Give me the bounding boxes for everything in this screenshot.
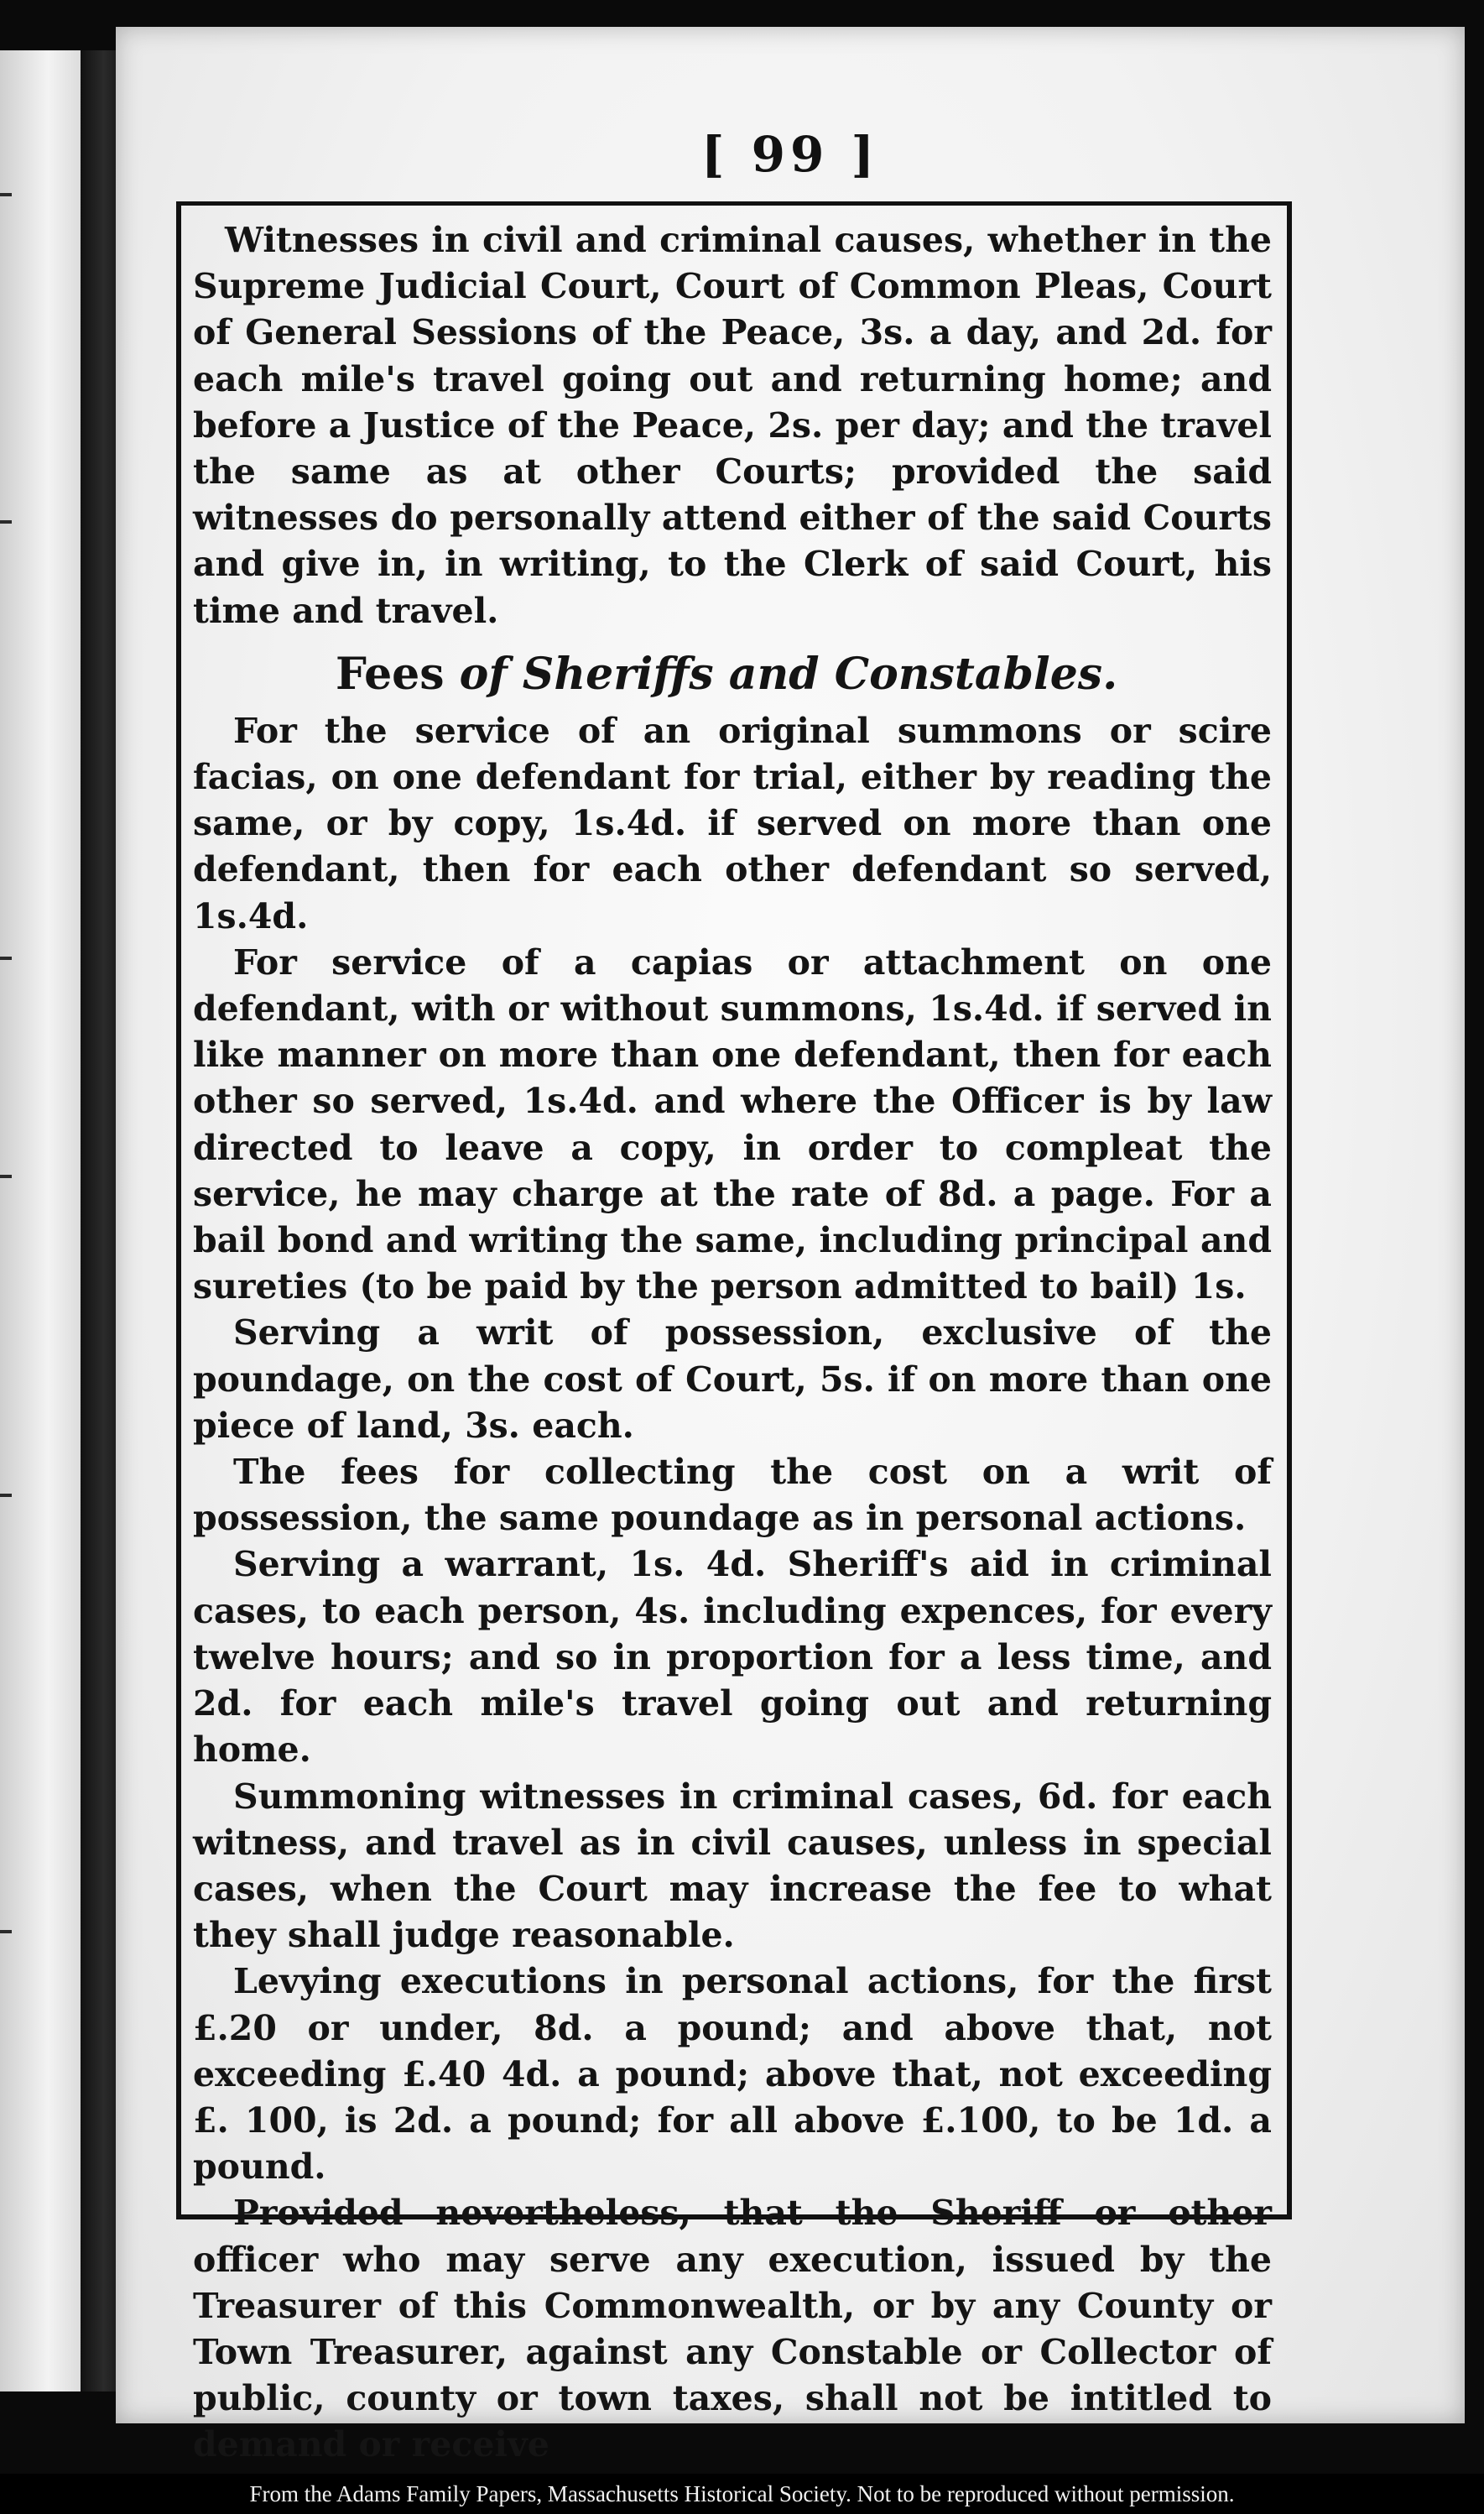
paragraph-summoning-witnesses: Summoning witnesses in criminal cases, 6d. for each witness, and travel as in civil causes, unless in special cases, when the Court may increase the fee to what they shall judge reasonable.	[193, 1776, 1272, 1956]
paragraph-witnesses: Witnesses in civil and criminal causes, whether in the Supreme Judicial Court, Court of Common Pleas, Court of General Sessions of the Peace, 3s. a day, and 2d. for each mile's travel going out and returning home; and before a Justice of the Peace, 2s. per day; and the travel the same as at other Courts; provided the said witnesses do personally attend either of the said Courts and give in, in writing, to the Clerk of said Court, his time and travel.	[193, 220, 1272, 631]
paragraph-provided-nevertheless: Provided nevertheless, that the Sheriff or other officer who may serve any execution, issued by the Treasurer of this Commonwealth, or by any County or Town Treasurer, against any Constable or Collector of public, county or town taxes, shall not be intitled to demand or receive	[193, 2193, 1272, 2465]
document-page	[116, 27, 1465, 2465]
pasted-text-block	[176, 201, 1292, 2465]
facing-page-mark	[0, 520, 12, 524]
section-heading	[193, 648, 1272, 702]
paragraph-levying-executions: Levying executions in personal actions, for the first £.20 or under, 8d. a pound; and above that, not exceeding £.40 4d. a pound; above that, not exceeding £. 100, is 2d. a pound; for all above £.100, to be 1d. a pound.	[193, 1961, 1272, 2188]
facing-page-mark	[0, 1930, 12, 1933]
heading-italic: of Sheriffs and Constables.	[444, 648, 1118, 700]
paragraph-original-summons: For the service of an original summons or scire facias, on one defendant for trial, either by reading the same, or by copy, 1s.4d. if served on more than one defendant, then for each other defendant so served, 1s.4d.	[193, 710, 1272, 936]
copyright-caption: From the Adams Family Papers, Massachusetts Historical Society. Not to be reproduced without permission.	[0, 2474, 1484, 2514]
page-number: [ 99 ]	[701, 126, 879, 183]
facing-page-mark	[0, 193, 12, 196]
heading-word-fees: Fees	[336, 648, 445, 700]
paragraph-collecting-cost: The fees for collecting the cost on a writ of possession, the same poundage as in personal actions.	[193, 1452, 1272, 1539]
facing-page-mark	[0, 1175, 12, 1178]
paragraph-writ-of-possession: Serving a writ of possession, exclusive of the poundage, on the cost of Court, 5s. if on more than one piece of land, 3s. each.	[193, 1312, 1272, 1446]
facing-page-mark	[0, 957, 12, 960]
paragraph-capias: For service of a capias or attachment on one defendant, with or without summons, 1s.4d. if served in like manner on more than one defendant, then for each other so served, 1s.4d. and where the Officer is by law directed to leave a copy, in order to compleat the service, he may charge at the rate of 8d. a page. For a bail bond and writing the same, including principal and sureties (to be paid by the person admitted to bail) 1s.	[193, 941, 1272, 1307]
facing-page-mark	[0, 1494, 12, 1497]
facing-page-edge	[0, 50, 81, 2391]
binding-gutter	[81, 50, 119, 2391]
paragraph-serving-warrant: Serving a warrant, 1s. 4d. Sheriff's aid in criminal cases, to each person, 4s. including expences, for every twelve hours; and so in proportion for a less time, and 2d. for each mile's travel going out and returning home.	[193, 1544, 1272, 1771]
